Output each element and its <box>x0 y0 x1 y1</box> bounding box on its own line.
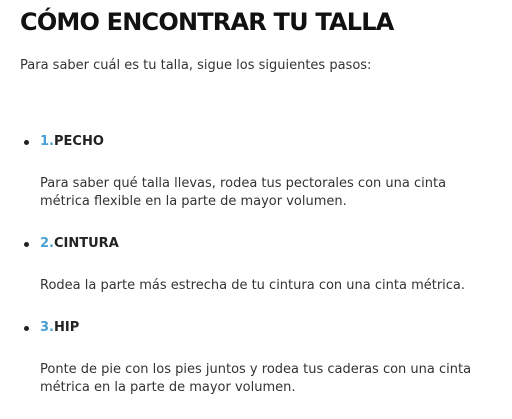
step-number: 1. <box>40 134 54 149</box>
step-number: 3. <box>40 320 54 335</box>
intro-text: Para saber cuál es tu talla, sigue los siguientes pasos: <box>20 58 372 73</box>
step-name: HIP <box>54 320 80 335</box>
step-number: 2. <box>40 236 54 251</box>
step-name: PECHO <box>54 134 104 149</box>
page-title: CÓMO ENCONTRAR TU TALLA <box>20 8 394 36</box>
step-description: Rodea la parte más estrecha de tu cintura con una cinta métrica. <box>40 278 466 293</box>
bullet-icon <box>24 242 29 247</box>
bullet-icon <box>24 140 29 145</box>
step-name: CINTURA <box>54 236 119 251</box>
bullet-icon <box>24 326 29 331</box>
step-description: Para saber qué talla llevas, rodea tus pectorales con una cinta métrica flexible en la parte de mayor volumen. <box>40 176 447 209</box>
step-description: Ponte de pie con los pies juntos y rodea tus caderas con una cinta métrica en la parte de mayor volumen. <box>40 362 472 395</box>
